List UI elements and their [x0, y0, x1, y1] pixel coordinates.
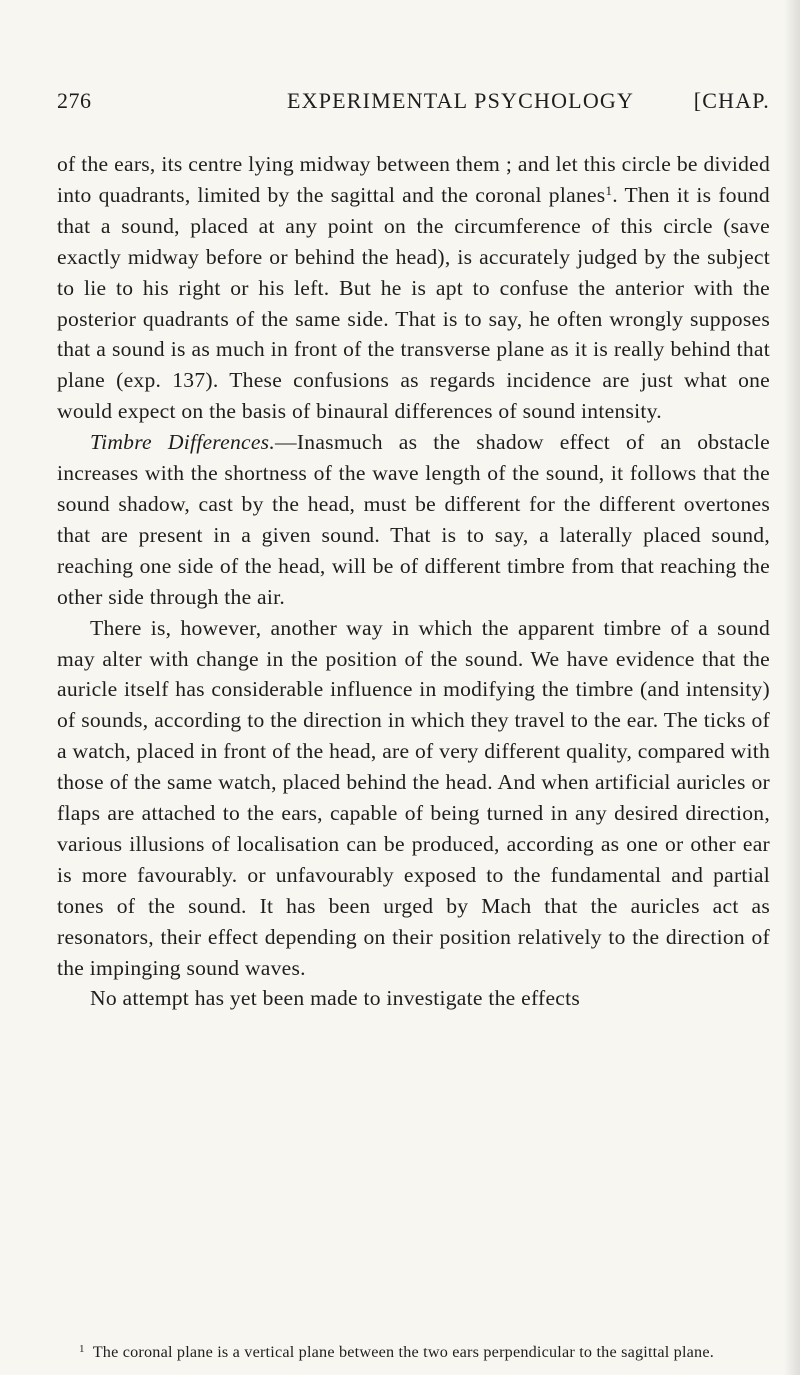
chapter-label: [CHAP.: [693, 88, 770, 113]
paragraph-1-text-a: of the ears, its centre lying midway between them ; and let this circle be divided into quadrants, limited by the sagittal and the coronal planes: [57, 152, 770, 207]
paragraph-1: [57, 149, 770, 427]
footnote-mark: 1: [79, 1343, 85, 1355]
footnote: [57, 1338, 770, 1363]
page-number: 276: [57, 88, 92, 113]
section-subhead: Timbre Differences.: [90, 430, 275, 455]
footnote-reference: 1: [605, 182, 613, 198]
paragraph-1-text-b: . Then it is found that a sound, placed at any point on the circumference of this circle (save exactly midway before or behind the head), is accurately judged by the subject to lie to his right or his left. But he is apt to confuse the anterior with the posterior quadrants of the same side. That is to say, he often wrongly supposes that a sound is as much in front of the transverse plane as it is really behind that plane (exp. 137). These confusions as regards incidence are just what one would expect on the basis of binaural differences of sound intensity.: [57, 182, 770, 424]
paragraph-2-text: —Inasmuch as the shadow effect of an obstacle increases with the shortness of the wave length of the sound, it follows that the sound shadow, cast by the head, must be different for the different overtones that are present in a given sound. That is to say, a laterally placed sound, reaching one side of the head, will be of different timbre from that reaching the other side through the air.: [57, 430, 770, 609]
running-head: [57, 88, 770, 128]
paragraph-2: [57, 427, 770, 612]
paragraph-4: No attempt has yet been made to investigate the effects: [90, 986, 581, 1011]
running-title: EXPERIMENTAL PSYCHOLOGY: [287, 88, 635, 113]
paragraph-3: There is, however, another way in which the apparent timbre of a sound may alter with change in the position of the sound. We have evidence that the auricle itself has considerable influence in modifying the timbre (and intensity) of sounds, according to the direction in which they travel to the ear. The ticks of a watch, placed in front of the head, are of very different quality, compared with those of the same watch, placed behind the head. And when artificial auricles or flaps are attached to the ears, capable of being turned in any desired direction, various illusions of localisation can be produced, according as one or other ear is more favourably. or unfavourably exposed to the fundamental and partial tones of the sound. It has been urged by Mach that the auricles act as resonators, their effect depending on their position relatively to the direction of the impinging sound waves.: [57, 615, 770, 980]
body-text: [57, 149, 770, 1014]
page-edge-shadow: [784, 0, 800, 1375]
footnote-text: The coronal plane is a vertical plane between the two ears perpendicular to the sagittal plane.: [92, 1343, 714, 1361]
